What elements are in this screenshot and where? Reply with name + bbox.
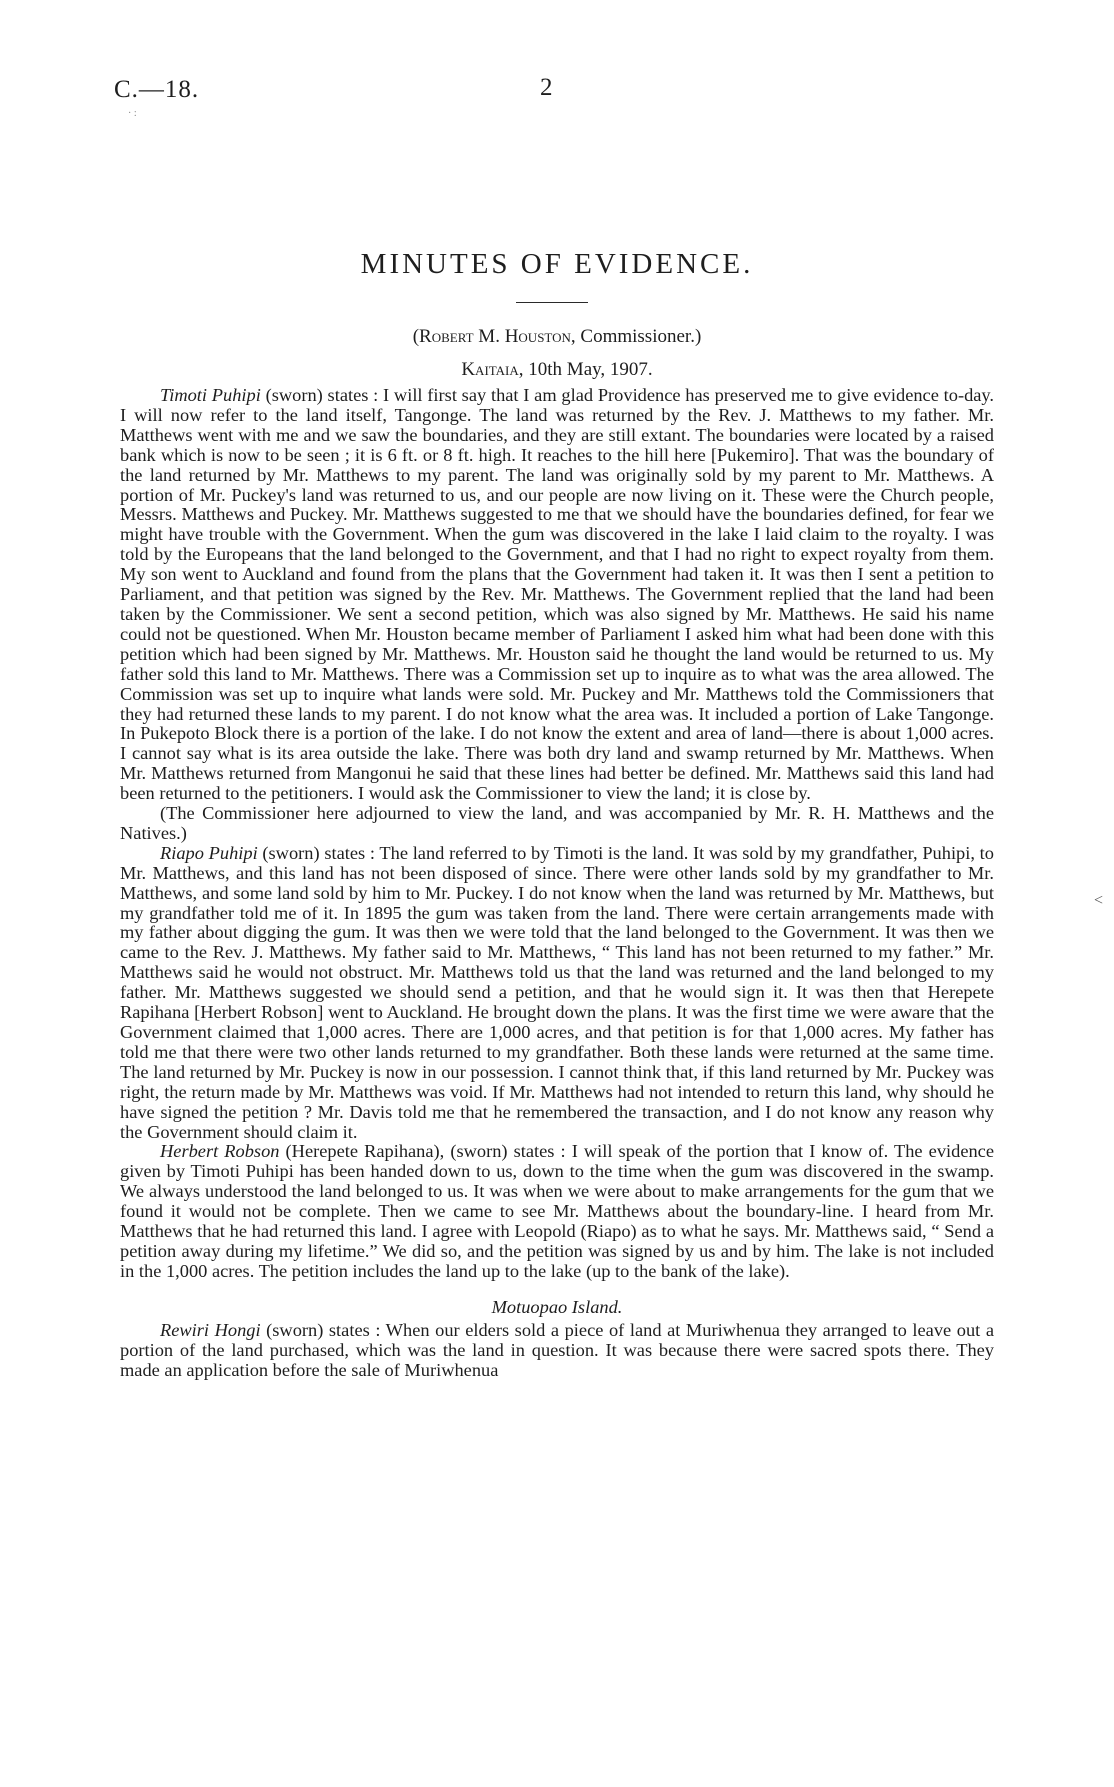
evidence-paragraph xyxy=(120,1142,994,1281)
evidence-paragraph xyxy=(120,844,994,1143)
witness-intro: (sworn) states : xyxy=(260,385,384,405)
page-number: 2 xyxy=(540,74,553,101)
witness-intro: (sworn) states : xyxy=(260,1319,386,1340)
evidence-paragraph xyxy=(120,804,994,844)
witness-name: Timoti Puhipi xyxy=(160,385,261,405)
evidence-paragraph xyxy=(120,386,994,804)
ink-speck: · : xyxy=(128,108,137,119)
procedural-note: (The Commissioner here adjourned to view the land, and was accompanied by Mr. R. H. Matthews and the Natives.) xyxy=(120,803,994,843)
witness-name: Herbert Robson xyxy=(160,1141,280,1162)
testimony-text: I will first say that I am glad Providence has preserved me to give evidence to-day. I will now refer to the land itself, Tangonge. The land was returned by the Rev. J. Matthews to my father. Mr. Matthews went with me and we saw the boundaries, and they are still extant. The boundaries were located by a raised bank which is now to be seen ; it is 6 ft. or 8 ft. high. It reaches to the hill here [Pukemiro]. That was the boundary of the land returned by Mr. Matthews to my parent. The land was originally sold by my parent to Mr. Matthews. A portion of Mr. Puckey's land was returned to us, and our people are now living on it. These were the Church people, Messrs. Matthews and Puckey. Mr. Matthews suggested to me that we should have the boundaries defined, for fear we might have trouble with the Government. When the gum was discovered in the lake I laid claim to the royalty. I was told by the Europeans that the land belonged to the Government, and that I had no right to expect royalty from them. My son went to Auckland and found from the plans that the Government had taken it. It was then I sent a petition to Parliament, and that petition was signed by the Rev. Mr. Matthews. The Government replied that the land had been taken by the Commissioner. We sent a second petition, which was also signed by Mr. Matthews. He said his name could not be questioned. When Mr. Houston became member of Parliament I asked him what had been done with this petition which had been signed by Mr. Matthews. Mr. Houston said he thought the land would be returned to us. My father sold this land to Mr. Matthews. There was a Commission set up to inquire as to what was the area allowed. The Commission was set up to inquire what lands were sold. Mr. Puckey and Mr. Matthews told the Commissioners that they had returned these lands to my parent. I do not know what the area was. It included a portion of Lake Tangonge. In Pukepoto Block there is a portion of the lake. I do not know the extent and area of land—there is about 1,000 acres. I cannot say what is its area outside the lake. There was both dry land and swamp returned by Mr. Matthews. When Mr. Matthews returned from Mangonui he said that these lines had better be defined. Mr. Matthews said this land had been returned to the petitioners. I would ask the Commissioner to view the land; it is close by. xyxy=(120,385,995,804)
witness-name: Rewiri Hongi xyxy=(160,1319,261,1340)
testimony-text: I will speak of the portion that I know of. The evidence given by Timoti Puhipi has been handed down to us, down to the time when the gum was discovered in the swamp. We always understood the land belonged to us. It was when we were about to make arrangements for the gum that we found it would not be complete. Then we came to see Mr. Matthews about the boundary-line. I heard from Mr. Matthews that he had returned this land. I agree with Leopold (Riapo) as to what he says. Mr. Matthews said, “ Send a petition away during my lifetime.” We did so, and the petition was signed by us and by him. The lake is not included in the 1,000 acres. The petition includes the land up to the lake (up to the bank of the lake). xyxy=(120,1141,994,1281)
testimony-text: When our elders sold a piece of land at Muriwhenua they arranged to leave out a portion of the land purchased, which was the land in question. It was because there were sacred spots there. They made an application before the sale of Muriwhenua xyxy=(120,1319,994,1380)
session-date: 10th May, 1907. xyxy=(528,359,653,380)
session-place: Kaitaia xyxy=(461,359,519,380)
page-title: MINUTES OF EVIDENCE. xyxy=(360,248,754,280)
title-divider xyxy=(516,302,588,303)
witness-intro: (sworn) states : xyxy=(257,842,380,863)
witness-intro: (Herepete Rapihana), (sworn) states : xyxy=(279,1141,572,1162)
testimony-text: The land referred to by Timoti is the land. It was sold by my grandfather, Puhipi, to Mr. Matthews, and this land has not been disposed of since. There were other lands sold by my grandfather to Mr. Matthews, and some land sold by him to Mr. Puckey. I do not know when the land was returned by Mr. Matthews, but my grandfather told me of it. In 1895 the gum was taken from the land. There were certain arrangements made with my father about digging the gum. It was then we were told that the land belonged to the Government. It was then we came to the Rev. J. Matthews. My father said to Mr. Matthews, “ This land has not been returned to my father.” Mr. Matthews said he would not obstruct. Mr. Matthews told us that the land was returned and the land belonged to my father. Mr. Matthews suggested we should send a petition, and that he would sign it. It was then that Herepete Rapihana [Herbert Robson] went to Auckland. He brought down the plans. It was the first time we were aware that the Government claimed that 1,000 acres. There are 1,000 acres, and that petition is for that 1,000 acres. My father has told me that there were two other lands returned to my grandfather. Both these lands were returned at the same time. The land returned by Mr. Puckey is now in our possession. I cannot think that, if this land returned by Mr. Puckey was right, the return made by Mr. Matthews was void. If Mr. Matthews had not intended to return this land, why should he have signed the petition ? Mr. Davis told me that he remembered the transaction, and I do not know any reason why the Government should claim it. xyxy=(120,842,994,1142)
margin-mark: ˂ xyxy=(1094,892,1104,909)
section-heading: Motuopao Island. xyxy=(491,1296,623,1317)
commissioner-line: (Robert M. Houston, Commissioner.) xyxy=(412,326,702,347)
parliamentary-paper-reference: C.—18. xyxy=(114,76,200,103)
evidence-paragraph xyxy=(120,1321,994,1381)
evidence-body xyxy=(120,386,994,1380)
commissioner-role: Commissioner. xyxy=(580,326,695,347)
session-line: Kaitaia, 10th May, 1907. xyxy=(461,359,653,380)
witness-name: Riapo Puhipi xyxy=(160,842,258,863)
commissioner-name: Robert M. Houston xyxy=(419,326,571,347)
